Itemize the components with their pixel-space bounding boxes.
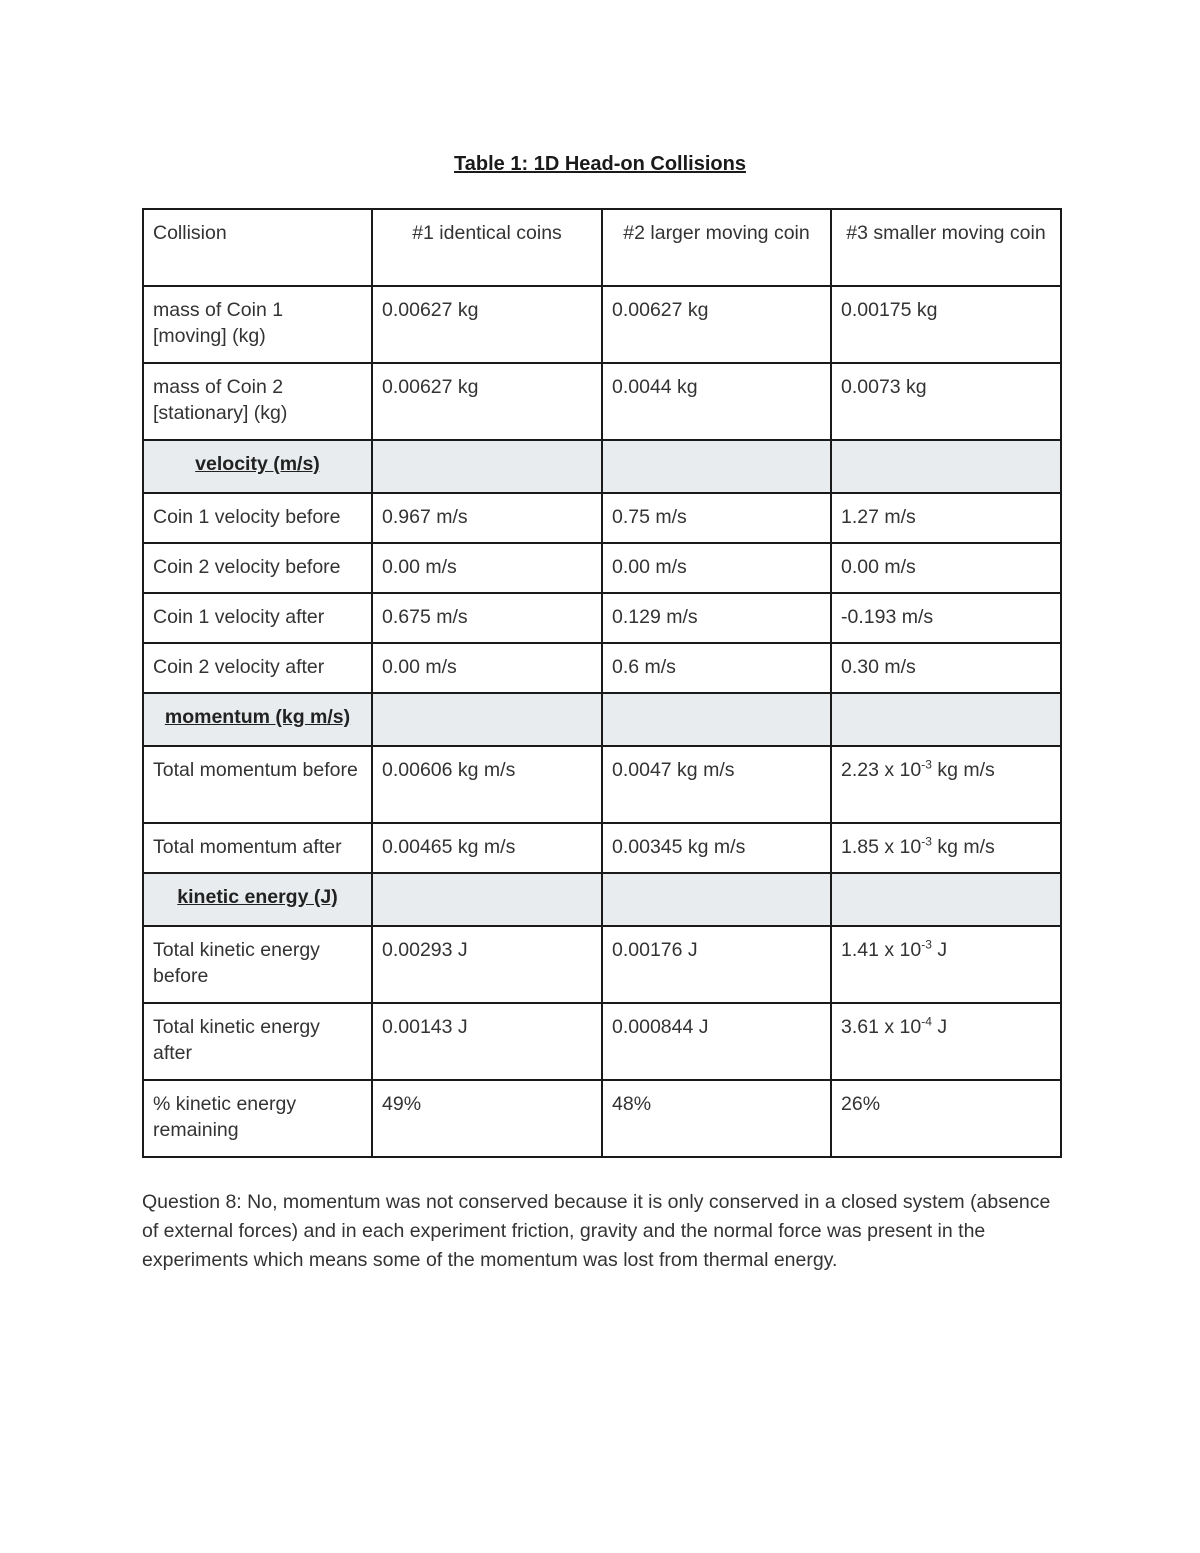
table-cell: 26% — [831, 1080, 1061, 1157]
section-label: velocity (m/s) — [195, 453, 320, 475]
sci-unit: J — [931, 939, 948, 961]
section-label: kinetic energy (J) — [177, 886, 338, 908]
table-cell — [831, 823, 1061, 873]
table-row — [143, 543, 1061, 593]
section-row-velocity — [143, 440, 1061, 493]
table-cell: 0.675 m/s — [372, 593, 602, 643]
sci-unit: J — [931, 1016, 948, 1038]
table-row — [143, 363, 1061, 440]
table-cell: 0.00 m/s — [602, 543, 831, 593]
sci-base: 1.41 x 10 — [841, 939, 922, 961]
sci-unit: kg m/s — [931, 836, 995, 858]
table-cell: 0.967 m/s — [372, 493, 602, 543]
row-label: Coin 2 velocity after — [143, 643, 372, 693]
table-cell: 0.000844 J — [602, 1003, 831, 1080]
section-cell — [602, 873, 831, 926]
table-header-row — [143, 209, 1061, 286]
table-cell: 49% — [372, 1080, 602, 1157]
sci-exponent: -3 — [921, 757, 932, 772]
sci-base: 3.61 x 10 — [841, 1016, 922, 1038]
table-cell — [831, 746, 1061, 823]
header-cell: #3 smaller moving coin — [831, 209, 1061, 286]
table-cell: 0.00175 kg — [831, 286, 1061, 363]
table-row — [143, 286, 1061, 363]
row-label: Total momentum before — [143, 746, 372, 823]
table-row — [143, 593, 1061, 643]
table-cell: 1.27 m/s — [831, 493, 1061, 543]
table-cell: 0.00606 kg m/s — [372, 746, 602, 823]
table-cell: -0.193 m/s — [831, 593, 1061, 643]
table-cell: 0.00627 kg — [602, 286, 831, 363]
table-cell: 0.00 m/s — [372, 543, 602, 593]
table-cell: 48% — [602, 1080, 831, 1157]
table-row — [143, 1003, 1061, 1080]
sci-base: 2.23 x 10 — [841, 759, 922, 781]
table-cell: 0.00143 J — [372, 1003, 602, 1080]
row-label: Coin 2 velocity before — [143, 543, 372, 593]
table-row — [143, 493, 1061, 543]
section-cell — [372, 440, 602, 493]
header-cell: #1 identical coins — [372, 209, 602, 286]
table-cell: 0.75 m/s — [602, 493, 831, 543]
table-cell: 0.00627 kg — [372, 286, 602, 363]
table-row — [143, 823, 1061, 873]
sci-base: 1.85 x 10 — [841, 836, 922, 858]
table-cell — [831, 1003, 1061, 1080]
row-label: mass of Coin 2 [stationary] (kg) — [143, 363, 372, 440]
table-cell: 0.00 m/s — [831, 543, 1061, 593]
row-label: Coin 1 velocity before — [143, 493, 372, 543]
table-cell: 0.30 m/s — [831, 643, 1061, 693]
section-cell — [372, 693, 602, 746]
table-row — [143, 926, 1061, 1003]
table-row — [143, 643, 1061, 693]
collisions-table — [142, 208, 1062, 1158]
section-row-momentum — [143, 693, 1061, 746]
section-cell — [143, 440, 372, 493]
section-cell — [831, 693, 1061, 746]
table-cell: 0.0044 kg — [602, 363, 831, 440]
header-cell: #2 larger moving coin — [602, 209, 831, 286]
table-cell: 0.6 m/s — [602, 643, 831, 693]
section-cell — [831, 440, 1061, 493]
sci-exponent: -3 — [921, 834, 932, 849]
table-cell: 0.00627 kg — [372, 363, 602, 440]
section-cell — [143, 693, 372, 746]
sci-exponent: -4 — [921, 1014, 932, 1029]
row-label: mass of Coin 1 [moving] (kg) — [143, 286, 372, 363]
table-cell: 0.00176 J — [602, 926, 831, 1003]
table-cell: 0.00293 J — [372, 926, 602, 1003]
row-label: Total kinetic energy before — [143, 926, 372, 1003]
table-cell: 0.00 m/s — [372, 643, 602, 693]
section-cell — [602, 693, 831, 746]
table-cell: 0.129 m/s — [602, 593, 831, 643]
table-cell: 0.0073 kg — [831, 363, 1061, 440]
sci-exponent: -3 — [921, 937, 932, 952]
row-label: Total momentum after — [143, 823, 372, 873]
row-label: Total kinetic energy after — [143, 1003, 372, 1080]
section-cell — [602, 440, 831, 493]
question-answer-paragraph: Question 8: No, momentum was not conserved because it is only conserved in a closed system (absence of external forces) and in each experiment friction, gravity and the normal force was present in the experiments which means some of the momentum was lost from thermal energy. — [142, 1191, 1051, 1271]
section-row-energy — [143, 873, 1061, 926]
table-cell: 0.00465 kg m/s — [372, 823, 602, 873]
table-cell: 0.00345 kg m/s — [602, 823, 831, 873]
row-label: % kinetic energy remaining — [143, 1080, 372, 1157]
table-cell: 0.0047 kg m/s — [602, 746, 831, 823]
page-title: Table 1: 1D Head-on Collisions — [454, 153, 746, 175]
section-label: momentum (kg m/s) — [164, 706, 351, 728]
table-row — [143, 1080, 1061, 1157]
sci-unit: kg m/s — [931, 759, 995, 781]
row-label: Coin 1 velocity after — [143, 593, 372, 643]
section-cell — [372, 873, 602, 926]
header-cell: Collision — [143, 209, 372, 286]
section-cell — [143, 873, 372, 926]
table-row — [143, 746, 1061, 823]
section-cell — [831, 873, 1061, 926]
table-cell — [831, 926, 1061, 1003]
